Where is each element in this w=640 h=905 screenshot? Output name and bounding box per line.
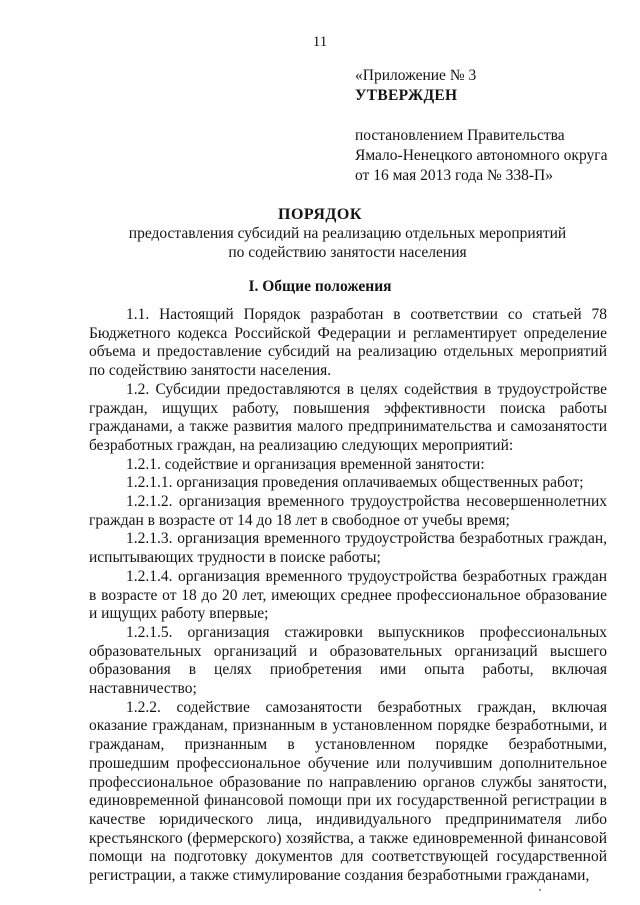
approval-resolution: постановлением Правительства <box>355 127 565 144</box>
approved-label: УТВЕРЖДЕН <box>355 87 458 104</box>
paragraph-1-2: 1.2. Субсидии предоставляются в целях содействия в трудоустройстве граждан, ищущих работу, повышения эффективности поиска работы гражданами, а также развития малого предпринимательства и самозанятости безработных граждан, на реализацию следующих мероприятий: <box>89 380 607 454</box>
paragraph-1-2-1-4: 1.2.1.4. организация временного трудоустройства безработных граждан в возрасте от 18 до 20 лет, имеющих среднее профессиональное образование и ищущих работу впервые; <box>89 567 607 623</box>
appendix-label: «Приложение № 3 <box>355 67 477 84</box>
paragraph-1-2-1-3: 1.2.1.3. организация временного трудоустройства безработных граждан, испытывающих трудности в поиске работы; <box>89 530 607 567</box>
paragraph-1-1: 1.1. Настоящий Порядок разработан в соответствии со статьей 78 Бюджетного кодекса Российской Федерации и регламентирует определение объема и предоставление субсидий на реализацию отдельных мероприятий по содействию занятости населения. <box>89 306 607 380</box>
paragraph-1-2-2: 1.2.2. содействие самозанятости безработных граждан, включая оказание гражданам, признанным в установленном порядке безработными, и гражданам, признанным в установленном порядке безработными, прошедшим профессиональное обучение или получившим дополнительное профессиональное образование по направлению органов службы занятости, единовременной финансовой помощи при их государственной регистрации в качестве юридического лица, индивидуального предпринимателя либо крестьянского (фермерского) хозяйства, а также единовременной финансовой помощи на подготовку документов для соответствующей государственной регистрации, а также стимулирование создания безработными гражданами, <box>89 698 607 885</box>
document-subtitle: предоставления субсидий на реализацию отдельных мероприятий по содействию занятости населения <box>128 225 567 261</box>
approval-spacer <box>355 106 607 126</box>
paragraph-1-2-1-1: 1.2.1.1. организация проведения оплачиваемых общественных работ; <box>126 474 584 492</box>
approval-date: от 16 мая 2013 года № 338-П» <box>355 167 553 184</box>
approval-government: Ямало-Ненецкого автономного округа <box>355 147 608 164</box>
page-number: 11 <box>312 34 328 50</box>
paragraph-1-2-1-5: 1.2.1.5. организация стажировки выпускников профессиональных образовательных организаций и образовательных организаций высшего образования в целях приобретения ими опыта работы, включая наставничество; <box>89 623 607 698</box>
document-title: ПОРЯДОК <box>278 206 362 223</box>
scan-speck <box>539 889 541 891</box>
section-heading: I. Общие положения <box>248 278 392 295</box>
body-text <box>89 306 607 886</box>
paragraph-1-2-1: 1.2.1. содействие и организация временной занятости: <box>126 455 485 473</box>
approval-block <box>355 66 607 186</box>
paragraph-1-2-1-2: 1.2.1.2. организация временного трудоустройства несовершеннолетних граждан в возрасте от 14 до 18 лет в свободное от учебы время; <box>89 493 607 529</box>
